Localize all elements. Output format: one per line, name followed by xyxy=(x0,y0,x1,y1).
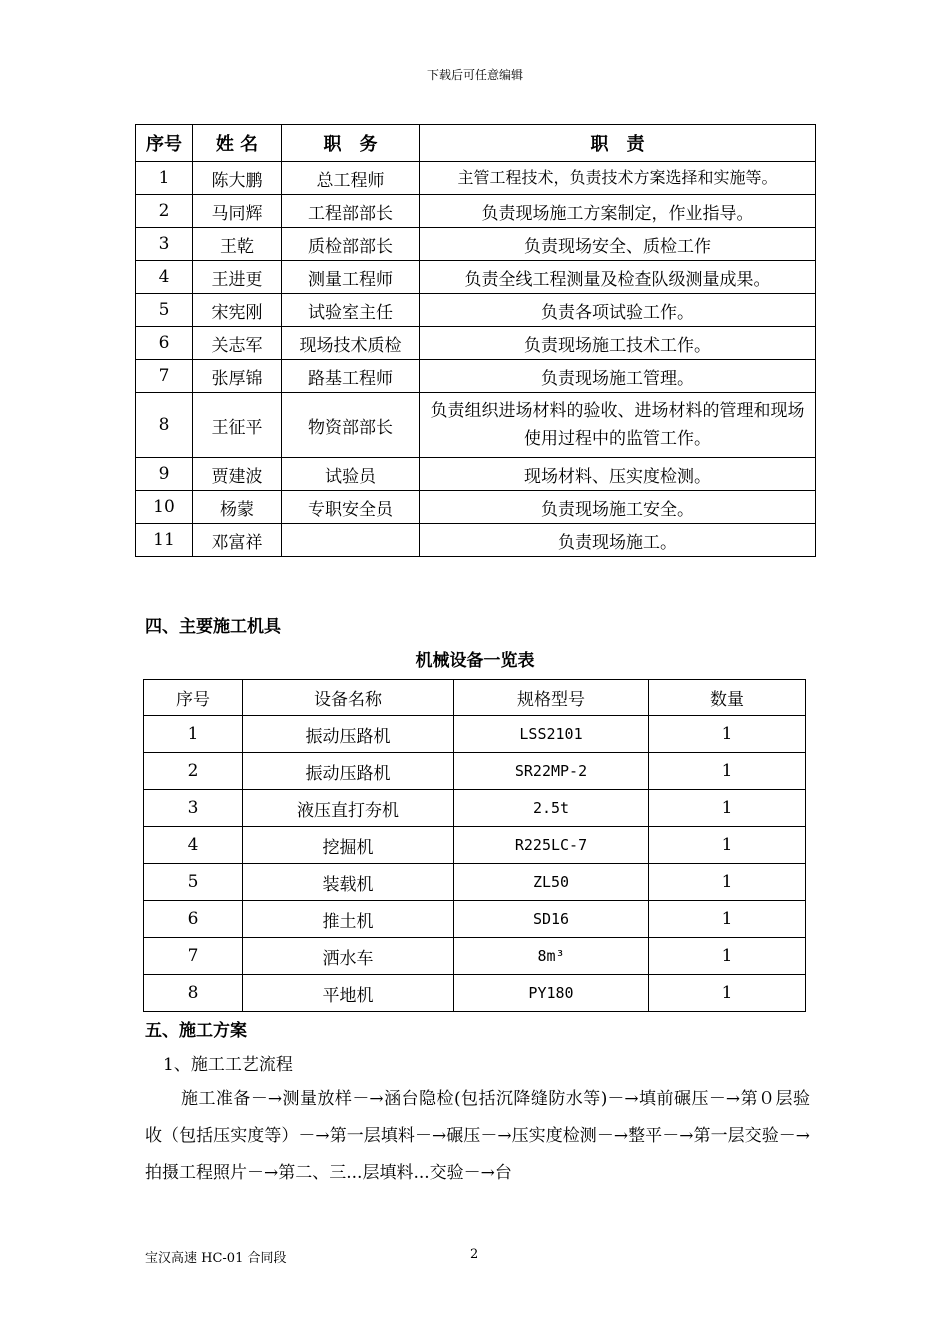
staff-name: 杨蒙 xyxy=(193,491,282,524)
table-row xyxy=(144,901,806,938)
page-header-note: 下载后可任意编辑 xyxy=(426,68,523,82)
row-index: 9 xyxy=(136,458,193,491)
staff-position: 物资部部长 xyxy=(282,393,420,458)
table-row xyxy=(144,864,806,901)
equipment-quantity: 1 xyxy=(649,901,806,938)
equipment-quantity: 1 xyxy=(649,864,806,901)
staff-name: 邓富祥 xyxy=(193,524,282,557)
footer-page-number: 2 xyxy=(470,1247,479,1262)
row-index: 5 xyxy=(144,864,243,901)
equipment-quantity: 1 xyxy=(649,790,806,827)
staff-duty: 负责组织进场材料的验收、进场材料的管理和现场使用过程中的监管工作。 xyxy=(420,393,816,458)
staff-position: 试验员 xyxy=(282,458,420,491)
column-header-equipment-name: 设备名称 xyxy=(243,680,454,716)
section-heading-equipment: 四、主要施工机具 xyxy=(145,617,281,637)
equipment-quantity: 1 xyxy=(649,716,806,753)
staff-name: 王进更 xyxy=(193,261,282,294)
table-row xyxy=(144,753,806,790)
table-header-row xyxy=(144,680,806,716)
row-index: 6 xyxy=(136,327,193,360)
equipment-name: 装载机 xyxy=(243,864,454,901)
row-index: 11 xyxy=(136,524,193,557)
staff-position: 总工程师 xyxy=(282,162,420,195)
row-index: 3 xyxy=(136,228,193,261)
staff-position: 试验室主任 xyxy=(282,294,420,327)
row-index: 7 xyxy=(136,360,193,393)
table-row xyxy=(144,716,806,753)
table-row xyxy=(136,162,816,195)
table-row xyxy=(136,195,816,228)
table-row xyxy=(144,975,806,1012)
staff-position: 专职安全员 xyxy=(282,491,420,524)
table-row xyxy=(144,827,806,864)
table-row xyxy=(136,393,816,458)
staff-duty: 负责现场施工。 xyxy=(420,524,816,557)
staff-name: 马同辉 xyxy=(193,195,282,228)
staff-name: 陈大鹏 xyxy=(193,162,282,195)
row-index: 4 xyxy=(136,261,193,294)
equipment-spec: SR22MP-2 xyxy=(454,753,649,790)
staff-duty: 负责现场施工安全。 xyxy=(420,491,816,524)
table-row xyxy=(136,458,816,491)
equipment-name: 平地机 xyxy=(243,975,454,1012)
row-index: 1 xyxy=(136,162,193,195)
row-index: 7 xyxy=(144,938,243,975)
staff-position: 工程部部长 xyxy=(282,195,420,228)
equipment-name: 振动压路机 xyxy=(243,753,454,790)
subsection-heading-process-flow: 1、施工工艺流程 xyxy=(163,1055,293,1075)
table-row xyxy=(136,360,816,393)
table-row xyxy=(136,491,816,524)
staff-duty: 主管工程技术，负责技术方案选择和实施等。 xyxy=(420,162,816,195)
staff-name: 王征平 xyxy=(193,393,282,458)
staff-position: 测量工程师 xyxy=(282,261,420,294)
staff-position xyxy=(282,524,420,557)
column-header-duty: 职 责 xyxy=(420,125,816,162)
table-row xyxy=(144,938,806,975)
equipment-name: 挖掘机 xyxy=(243,827,454,864)
column-header-quantity: 数量 xyxy=(649,680,806,716)
column-header-spec: 规格型号 xyxy=(454,680,649,716)
row-index: 5 xyxy=(136,294,193,327)
table-row xyxy=(144,790,806,827)
equipment-quantity: 1 xyxy=(649,753,806,790)
equipment-quantity: 1 xyxy=(649,938,806,975)
equipment-table xyxy=(143,679,806,1012)
staff-name: 贾建波 xyxy=(193,458,282,491)
row-index: 2 xyxy=(136,195,193,228)
staff-name: 张厚锦 xyxy=(193,360,282,393)
equipment-table-title: 机械设备一览表 xyxy=(415,651,535,671)
equipment-name: 液压直打夯机 xyxy=(243,790,454,827)
staff-duty: 负责现场施工方案制定，作业指导。 xyxy=(420,195,816,228)
table-row xyxy=(136,524,816,557)
staff-name: 宋宪刚 xyxy=(193,294,282,327)
equipment-quantity: 1 xyxy=(649,827,806,864)
row-index: 8 xyxy=(144,975,243,1012)
table-row xyxy=(136,228,816,261)
staff-duty: 负责现场施工技术工作。 xyxy=(420,327,816,360)
staff-name: 王乾 xyxy=(193,228,282,261)
staff-position: 路基工程师 xyxy=(282,360,420,393)
staff-position: 质检部部长 xyxy=(282,228,420,261)
row-index: 3 xyxy=(144,790,243,827)
equipment-spec: SD16 xyxy=(454,901,649,938)
equipment-quantity: 1 xyxy=(649,975,806,1012)
process-flow-paragraph: 施工准备－→测量放样－→涵台隐检(包括沉降缝防水等)－→填前碾压－→第０层验收（包括压实度等）－→第一层填料－→碾压－→压实度检测－→整平－→第一层交验－→拍摄工程照片－→第二、三...层填料...交验－→台 xyxy=(145,1089,810,1183)
row-index: 6 xyxy=(144,901,243,938)
equipment-spec: LSS2101 xyxy=(454,716,649,753)
equipment-spec: R225LC-7 xyxy=(454,827,649,864)
staff-duty: 负责现场施工管理。 xyxy=(420,360,816,393)
column-header-index: 序号 xyxy=(144,680,243,716)
equipment-name: 洒水车 xyxy=(243,938,454,975)
staff-position: 现场技术质检 xyxy=(282,327,420,360)
equipment-spec: ZL50 xyxy=(454,864,649,901)
column-header-name: 姓 名 xyxy=(193,125,282,162)
section-heading-construction-plan: 五、施工方案 xyxy=(145,1021,247,1041)
equipment-name: 振动压路机 xyxy=(243,716,454,753)
staff-duty: 负责全线工程测量及检查队级测量成果。 xyxy=(420,261,816,294)
column-header-position: 职 务 xyxy=(282,125,420,162)
staff-name: 关志军 xyxy=(193,327,282,360)
equipment-name: 推土机 xyxy=(243,901,454,938)
row-index: 4 xyxy=(144,827,243,864)
staff-duty: 负责各项试验工作。 xyxy=(420,294,816,327)
table-row xyxy=(136,261,816,294)
equipment-spec: PY180 xyxy=(454,975,649,1012)
row-index: 8 xyxy=(136,393,193,458)
row-index: 10 xyxy=(136,491,193,524)
table-header-row xyxy=(136,125,816,162)
table-row xyxy=(136,327,816,360)
staff-duty: 现场材料、压实度检测。 xyxy=(420,458,816,491)
row-index: 2 xyxy=(144,753,243,790)
column-header-index: 序号 xyxy=(136,125,193,162)
staff-responsibility-table xyxy=(135,124,816,557)
row-index: 1 xyxy=(144,716,243,753)
footer-contract-section: 宝汉高速 HC-01 合同段 xyxy=(145,1251,287,1266)
equipment-spec: 2.5t xyxy=(454,790,649,827)
table-row xyxy=(136,294,816,327)
equipment-spec: 8m³ xyxy=(454,938,649,975)
staff-duty: 负责现场安全、质检工作 xyxy=(420,228,816,261)
